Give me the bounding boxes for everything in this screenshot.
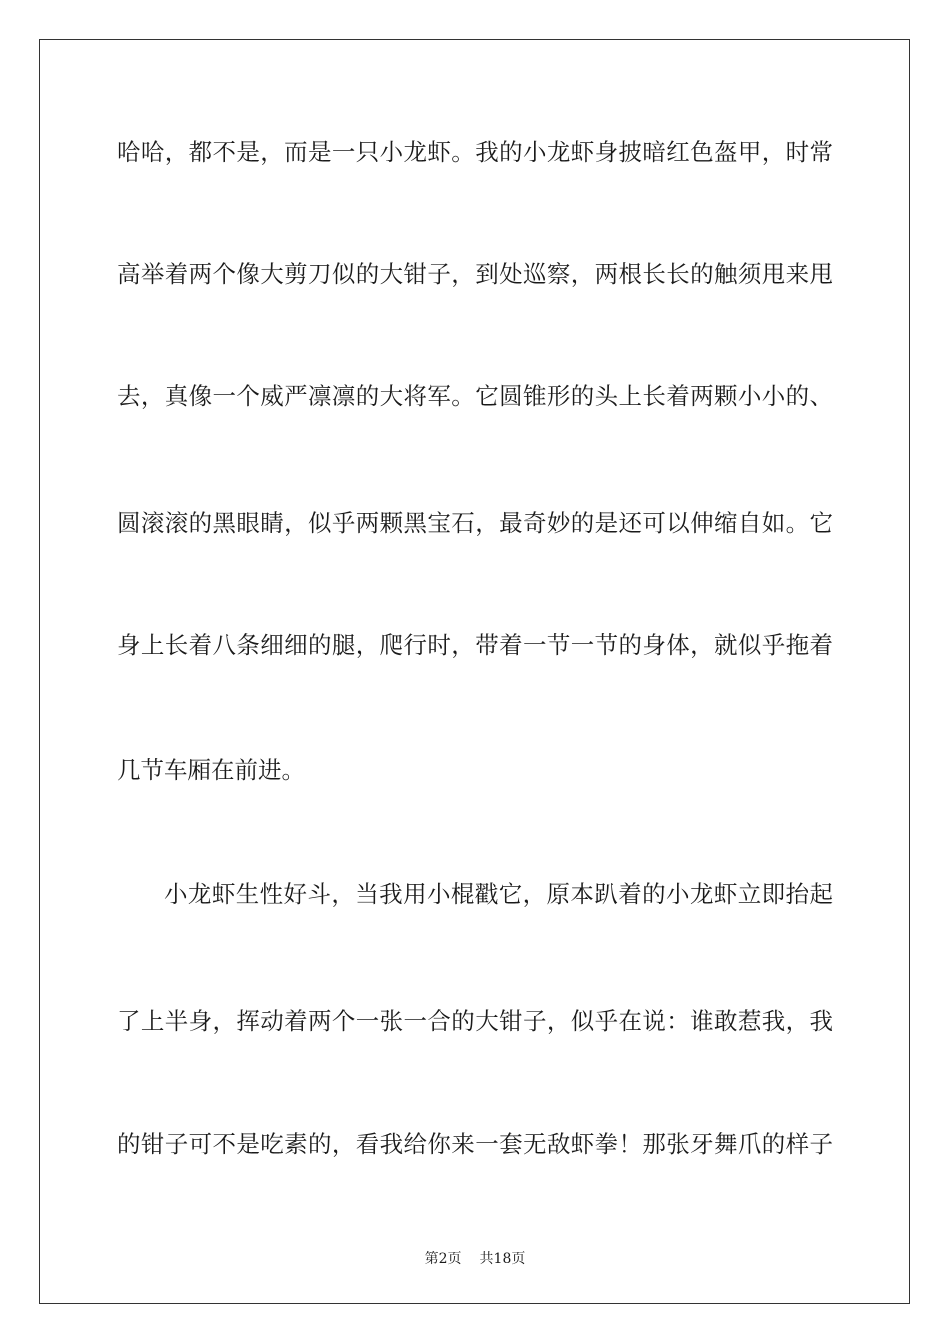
paragraph-line-7: 小龙虾生性好斗，当我用小棍戳它，原本趴着的小龙虾立即抬起: [164, 880, 833, 908]
paragraph-line-6: 几节车厢在前进。: [117, 756, 305, 784]
paragraph-line-5: 身上长着八条细细的腿，爬行时，带着一节一节的身体，就似乎拖着: [117, 631, 833, 659]
page-total: 共18页: [479, 1251, 526, 1267]
page-number: 第2页: [424, 1251, 462, 1267]
page-border: [39, 39, 910, 1304]
paragraph-line-3: 去，真像一个威严凛凛的大将军。它圆锥形的头上长着两颗小小的、: [117, 382, 833, 410]
paragraph-line-8: 了上半身，挥动着两个一张一合的大钳子，似乎在说：谁敢惹我，我: [117, 1007, 833, 1035]
paragraph-line-2: 高举着两个像大剪刀似的大钳子，到处巡察，两根长长的触须甩来甩: [117, 260, 833, 288]
paragraph-line-1: 哈哈，都不是，而是一只小龙虾。我的小龙虾身披暗红色盔甲，时常: [117, 138, 833, 166]
paragraph-line-9: 的钳子可不是吃素的，看我给你来一套无敌虾拳！那张牙舞爪的样子: [117, 1130, 833, 1158]
paragraph-line-4: 圆滚滚的黑眼睛，似乎两颗黑宝石，最奇妙的是还可以伸缩自如。它: [117, 509, 833, 537]
page-footer: [0, 1248, 950, 1268]
